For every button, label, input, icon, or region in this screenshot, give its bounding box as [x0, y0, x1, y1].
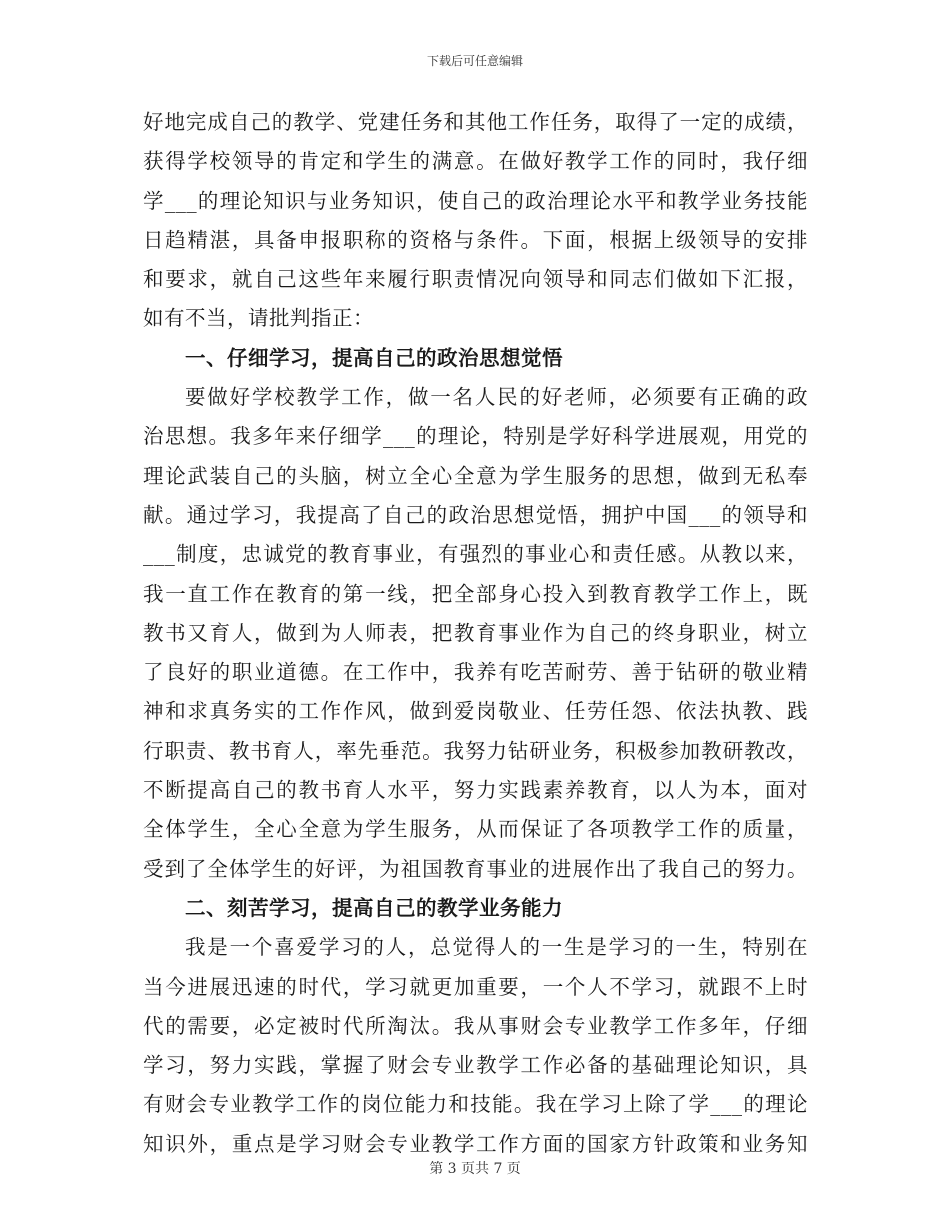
section-heading: 一、仔细学习，提高自己的政治思想觉悟 — [185, 345, 563, 370]
body-line: 行职责、教书育人，率先垂范。我努力钻研业务，积极参加教研教改， — [143, 738, 808, 763]
body-line: 获得学校领导的肯定和学生的满意。在做好教学工作的同时，我仔细 — [143, 149, 808, 174]
body-line: 不断提高自己的教书育人水平，努力实践素养教育，以人为本，面对 — [143, 778, 808, 803]
body-line: 当今进展迅速的时代，学习就更加重要，一个人不学习，就跟不上时 — [143, 974, 808, 999]
body-line: ___制度，忠诚党的教育事业，有强烈的事业心和责任感。从教以来， — [143, 542, 808, 567]
body-line: 治思想。我多年来仔细学___的理论，特别是学好科学进展观，用党的 — [143, 424, 808, 449]
page-number: 第 3 页共 7 页 — [429, 1161, 521, 1177]
body-line: 学习，努力实践，掌握了财会专业教学工作必备的基础理论知识，具 — [143, 1053, 808, 1078]
page-header: 下载后可任意编辑 — [426, 54, 523, 68]
body-line: 受到了全体学生的好评，为祖国教育事业的进展作出了我自己的努力。 — [143, 856, 808, 881]
body-line: 和要求，就自己这些年来履行职责情况向领导和同志们做如下汇报， — [143, 267, 808, 292]
body-line: 好地完成自己的教学、党建任务和其他工作任务，取得了一定的成绩， — [143, 110, 808, 134]
document-body — [143, 103, 808, 1164]
body-line: 全体学生，全心全意为学生服务，从而保证了各项教学工作的质量， — [143, 817, 808, 842]
body-line: 知识外，重点是学习财会专业教学工作方面的国家方针政策和业务知 — [143, 1131, 808, 1156]
body-line: 如有不当，请批判指正： — [143, 306, 374, 331]
body-line: 神和求真务实的工作作风，做到爱岗敬业、任劳任怨、依法执教、践 — [143, 699, 808, 724]
body-line: 献。通过学习，我提高了自己的政治思想觉悟，拥护中国___的领导和 — [143, 502, 808, 527]
body-line: 代的需要，必定被时代所淘汰。我从事财会专业教学工作多年，仔细 — [143, 1013, 808, 1038]
body-line: 日趋精湛，具备申报职称的资格与条件。下面，根据上级领导的安排 — [143, 227, 808, 252]
body-line: 有财会专业教学工作的岗位能力和技能。我在学习上除了学___的理论 — [143, 1092, 808, 1117]
body-line: 教书又育人，做到为人师表，把教育事业作为自己的终身职业，树立 — [143, 620, 808, 645]
section-heading: 二、刻苦学习，提高自己的教学业务能力 — [185, 895, 563, 920]
body-line: 要做好学校教学工作，做一名人民的好老师，必须要有正确的政 — [185, 385, 808, 410]
body-line: 理论武装自己的头脑，树立全心全意为学生服务的思想，做到无私奉 — [143, 463, 808, 488]
body-line: 我是一个喜爱学习的人，总觉得人的一生是学习的一生，特别在 — [185, 935, 808, 960]
body-line: 我一直工作在教育的第一线，把全部身心投入到教育教学工作上，既 — [143, 581, 808, 606]
body-line: 学___的理论知识与业务知识，使自己的政治理论水平和教学业务技能 — [143, 188, 808, 213]
body-line: 了良好的职业道德。在工作中，我养有吃苦耐劳、善于钻研的敬业精 — [143, 660, 808, 685]
